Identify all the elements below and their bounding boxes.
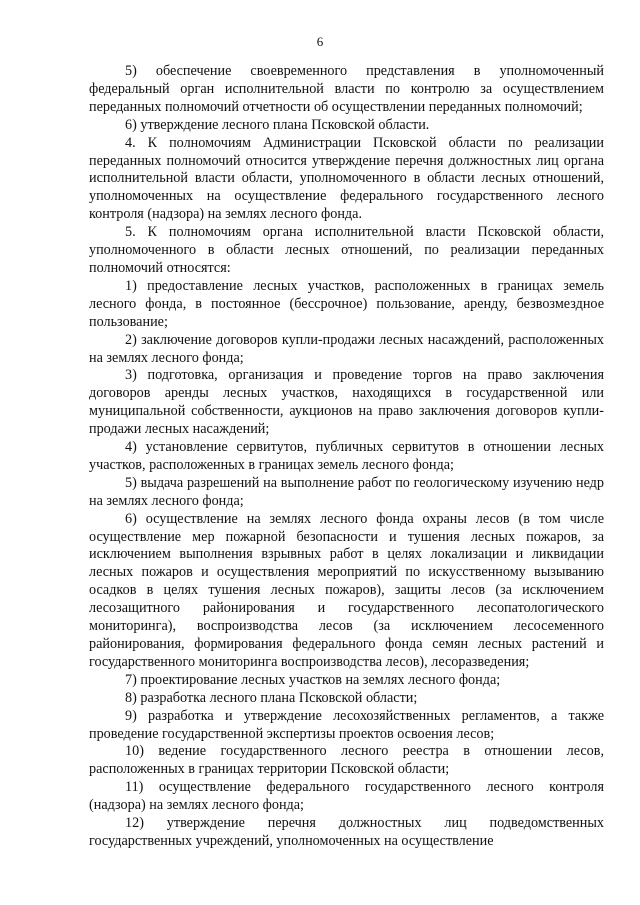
paragraph-section-4: 4. К полномочиям Администрации Псковской области по реализации переданных полномочий относится утверждение перечня должностных лиц органа исполнительной власти области, уполномоченного в области лесных отношений, уполномоченных на осуществление федерального государственного лесного контроля (надзора) на землях лесного фонда. [89, 134, 604, 223]
list-item-2: 2) заключение договоров купли-продажи лесных насаждений, расположенных на землях лесного фонда; [89, 331, 604, 366]
list-item-9: 9) разработка и утверждение лесохозяйственных регламентов, а также проведение государственной экспертизы проектов освоения лесов; [89, 707, 604, 742]
list-item-8: 8) разработка лесного плана Псковской области; [125, 689, 418, 706]
page-number: 6 [316, 34, 324, 49]
list-item-4: 4) установление сервитутов, публичных сервитутов в отношении лесных участков, расположенных в границах земель лесного фонда; [89, 439, 604, 473]
list-item-3: 3) подготовка, организация и проведение торгов на право заключения договоров аренды лесных участков, находящихся в государственной или муниципальной собственности, аукционов на право заключения договоров купли-продажи лесных насаждений; [89, 367, 604, 438]
paragraph-item-5-reporting: 5) обеспечение своевременного представления в уполномоченный федеральный орган исполнительной власти по контролю за осуществлением переданных полномочий отчетности об осуществлении переданных полномочий; [89, 63, 604, 115]
paragraph-item-6-forest-plan: 6) утверждение лесного плана Псковской области. [125, 116, 430, 133]
list-item-6: 6) осуществление на землях лесного фонда охраны лесов (в том числе осуществление мер пожарной безопасности и тушения лесных пожаров, за исключением выполнения взрывных работ в целях локализации и ликвидации лесных пожаров и осуществления мероприятий по искусственному вызыванию осадков в целях тушения лесных пожаров), защиты лесов (за исключением лесозащитного районирования и государственного лесопатологического мониторинга), воспроизводства лесов (за исключением лесосеменного районирования, формирования федерального фонда семян лесных растений и государственного мониторинга воспроизводства лесов), лесоразведения; [89, 510, 604, 670]
list-item-1: 1) предоставление лесных участков, расположенных в границах земель лесного фонда, в постоянное (бессрочное) пользование, аренду, безвозмездное пользование; [89, 277, 604, 330]
list-item-5: 5) выдача разрешений на выполнение работ по геологическому изучению недр на землях лесного фонда; [89, 474, 604, 509]
document-body [89, 63, 604, 851]
paragraph-section-5: 5. К полномочиям органа исполнительной власти Псковской области, уполномоченного в области лесных отношений, по реализации переданных полномочий относятся: [89, 224, 604, 276]
list-item-7: 7) проектирование лесных участков на землях лесного фонда; [125, 671, 501, 688]
list-item-11: 11) осуществление федерального государственного лесного контроля (надзора) на землях лесного фонда; [89, 779, 604, 814]
list-item-10: 10) ведение государственного лесного реестра в отношении лесов, расположенных в границах территории Псковской области; [89, 743, 604, 778]
list-item-12: 12) утверждение перечня должностных лиц подведомственных государственных учреждений, уполномоченных на осуществление [89, 815, 604, 849]
